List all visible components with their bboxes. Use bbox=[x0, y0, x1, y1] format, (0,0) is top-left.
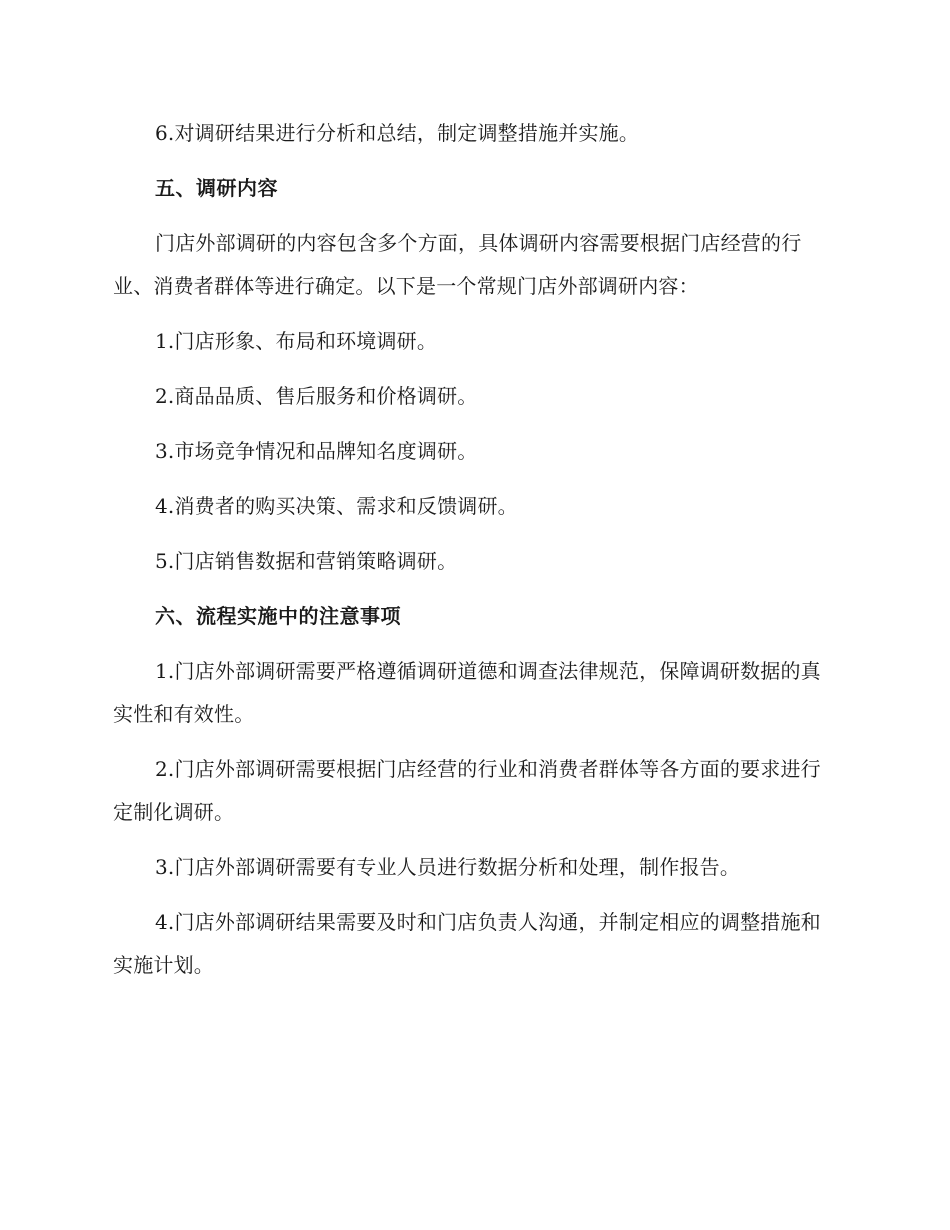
list-item: 1.门店外部调研需要严格遵循调研道德和调查法律规范，保障调研数据的真实性和有效性。 bbox=[113, 659, 821, 726]
section-heading-notes: 六、流程实施中的注意事项 bbox=[155, 604, 401, 628]
list-item-step-6: 6.对调研结果进行分析和总结，制定调整措施并实施。 bbox=[155, 121, 640, 145]
list-item: 4.消费者的购买决策、需求和反馈调研。 bbox=[155, 494, 518, 518]
list-item: 2.门店外部调研需要根据门店经营的行业和消费者群体等各方面的要求进行定制化调研。 bbox=[113, 757, 821, 824]
list-item: 3.门店外部调研需要有专业人员进行数据分析和处理，制作报告。 bbox=[155, 855, 741, 879]
list-item: 4.门店外部调研结果需要及时和门店负责人沟通，并制定相应的调整措施和实施计划。 bbox=[113, 910, 821, 977]
section-heading-research-content: 五、调研内容 bbox=[155, 176, 278, 200]
list-item: 1.门店形象、布局和环境调研。 bbox=[155, 329, 438, 353]
section-intro-paragraph: 门店外部调研的内容包含多个方面，具体调研内容需要根据门店经营的行业、消费者群体等进行确定。以下是一个常规门店外部调研内容： bbox=[113, 231, 802, 298]
list-item: 2.商品品质、售后服务和价格调研。 bbox=[155, 384, 478, 408]
list-item: 3.市场竞争情况和品牌知名度调研。 bbox=[155, 439, 478, 463]
list-item: 5.门店销售数据和营销策略调研。 bbox=[155, 549, 458, 573]
